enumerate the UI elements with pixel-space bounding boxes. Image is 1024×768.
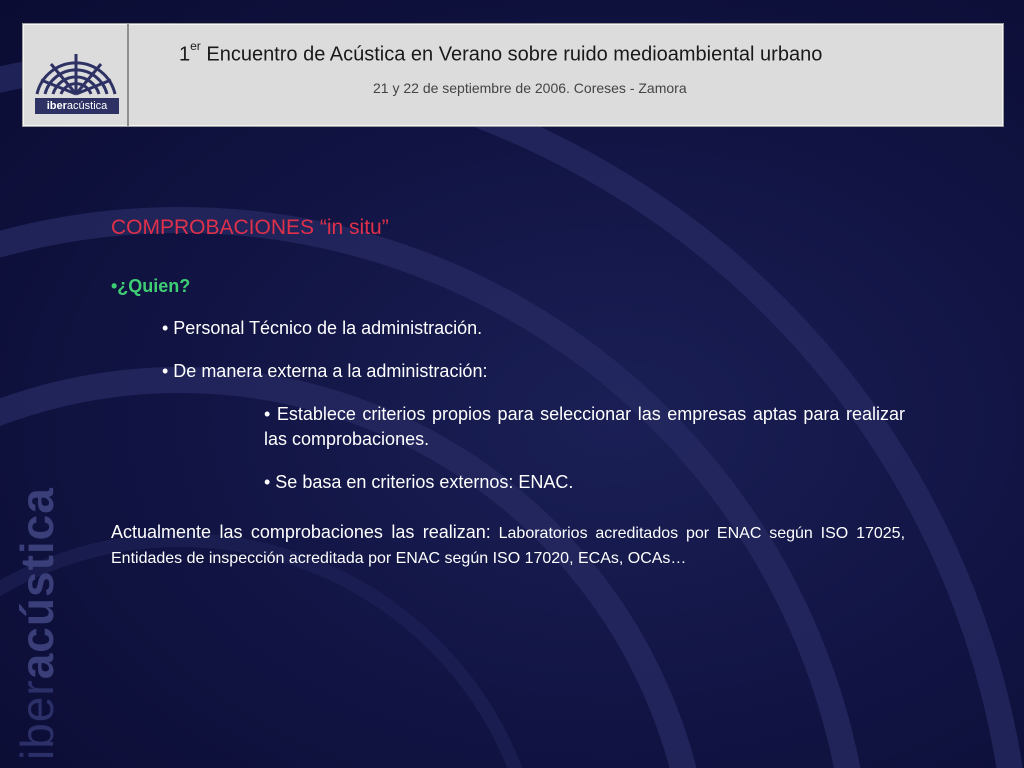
header-subtitle: 21 y 22 de septiembre de 2006. Coreses - Zamora xyxy=(373,80,687,96)
sub-list-item: • Establece criterios propios para seleccionar las empresas aptas para realizar las comprobaciones. xyxy=(264,404,905,449)
question-bullet: •¿Quien? xyxy=(111,276,191,296)
logo xyxy=(23,24,129,126)
list-item: • Personal Técnico de la administración. xyxy=(162,318,483,338)
section-heading: COMPROBACIONES “in situ” xyxy=(111,216,389,239)
acoustic-waves-icon xyxy=(33,36,119,96)
sub-list-item: • Se basa en criterios externos: ENAC. xyxy=(264,472,574,492)
header-title: 1er Encuentro de Acústica en Verano sobre ruido medioambiental urbano xyxy=(179,39,823,66)
logo-text: iberacústica xyxy=(35,98,119,114)
header-banner xyxy=(22,23,1004,127)
list-item: • De manera externa a la administración: xyxy=(162,361,488,381)
summary-paragraph: Actualmente las comprobaciones las realizan: Laboratorios acreditados por ENAC según ISO 17025, Entidades de inspección acreditada por ENAC según ISO 17020, ECAs, OCAs… xyxy=(111,522,906,567)
side-brand-watermark: iberacústica xyxy=(11,487,63,760)
